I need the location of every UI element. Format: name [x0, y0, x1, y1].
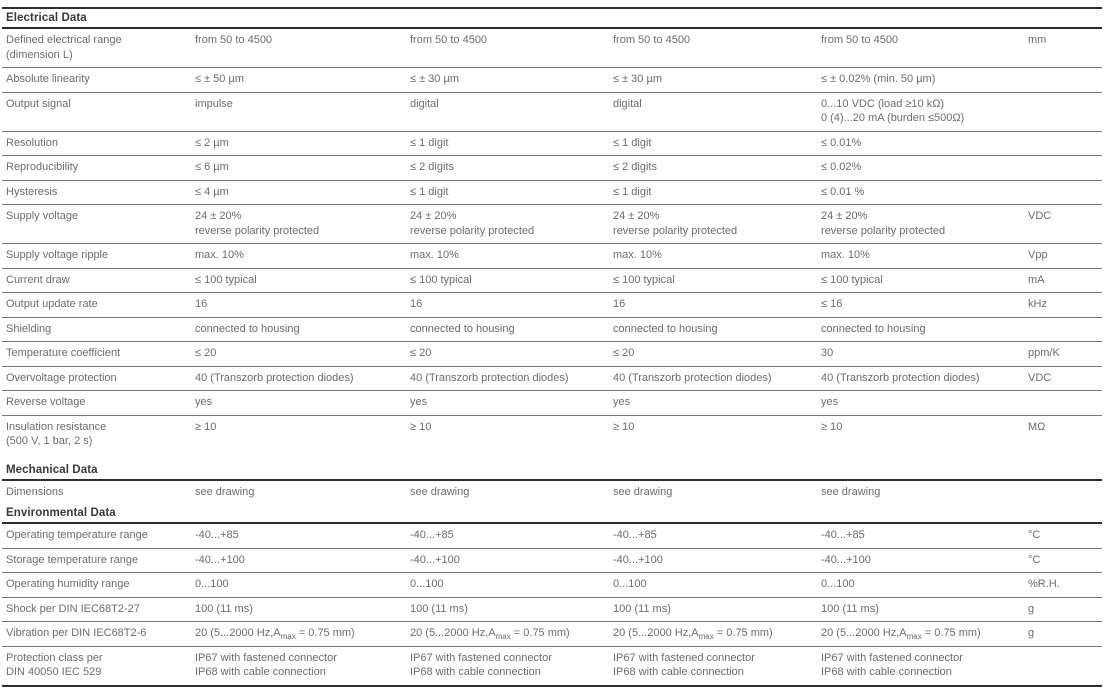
row-label: Reproducibility	[6, 161, 79, 173]
value-cell-col4: ≥ 10	[821, 420, 843, 433]
value-cell-col2: IP67 with fastened connector IP68 with cable connection	[410, 651, 552, 678]
value-cell-col1: 100 (11 ms)	[195, 602, 253, 615]
table-row	[2, 243, 1102, 268]
row-label: Overvoltage protection	[6, 371, 117, 384]
section-title: Electrical Data	[6, 12, 87, 24]
value-cell-col3: -40...+100	[613, 553, 663, 566]
value-cell-col4: -40...+100	[821, 553, 871, 566]
value-cell-col1: max. 10%	[195, 249, 244, 261]
value-cell-col1: IP67 with fastened connector IP68 with cable connection	[195, 651, 337, 678]
value-cell-col2: 100 (11 ms)	[410, 602, 468, 615]
value-cell-col2: see drawing	[410, 485, 470, 498]
value-cell-col2: ≤ 1 digit	[410, 185, 449, 198]
value-cell-col1: -40...+85	[195, 529, 239, 541]
value-cell-col1: yes	[195, 396, 213, 408]
value-cell-col3: 24 ± 20% reverse polarity protected	[613, 210, 738, 237]
table-row	[2, 131, 1102, 156]
value-cell-col3: -40...+85	[613, 529, 657, 541]
unit-cell: MΩ	[1028, 420, 1046, 433]
unit-cell	[1028, 481, 1102, 505]
value-cell-col2: ≤ 100 typical	[410, 273, 472, 286]
value-cell-col2: yes	[410, 396, 428, 408]
value-cell-col3: ≤ 2 digits	[613, 161, 657, 173]
section-title: Environmental Data	[6, 507, 116, 519]
section-header-row	[2, 461, 1102, 481]
value-cell-col2: 24 ± 20% reverse polarity protected	[410, 210, 535, 237]
table-row	[2, 390, 1102, 415]
value-cell-col2: digital	[410, 97, 439, 110]
value-cell-col3: 20 (5...2000 $Hz,A_{max} = 0.75$ mm)	[613, 627, 773, 642]
value-cell-col2: -40...+85	[410, 529, 454, 541]
value-cell-col4: yes	[821, 396, 839, 408]
value-cell-col2: ≤ 2 digits	[410, 161, 454, 173]
value-cell-col3: ≤ ± 30 µm	[613, 73, 662, 85]
row-label: Operating temperature range	[6, 529, 148, 541]
value-cell-col3: yes	[613, 396, 631, 408]
value-cell-col3: max. 10%	[613, 249, 662, 261]
spec-table	[2, 7, 1102, 687]
value-cell-col4: ≤ ± 0.02% (min. 50 µm)	[821, 73, 936, 85]
section-header-row	[2, 9, 1102, 29]
table-row	[2, 317, 1102, 342]
table-row	[2, 180, 1102, 205]
row-label: Insulation resistance (500 V, 1 bar, 2 s)	[6, 420, 107, 447]
value-cell-col4: ≤ 0.01%	[821, 136, 862, 149]
row-label: Supply voltage ripple	[6, 249, 109, 261]
unit-cell	[1028, 68, 1102, 92]
unit-cell: g	[1028, 627, 1035, 639]
value-cell-col1: connected to housing	[195, 322, 300, 335]
value-cell-col3: ≤ 20	[613, 347, 635, 359]
row-label: Defined electrical range (dimension L)	[6, 34, 122, 61]
row-label: Reverse voltage	[6, 396, 86, 408]
value-cell-col3: 16	[613, 298, 626, 310]
value-cell-col4: ≤ 0.01 %	[821, 185, 865, 198]
row-label: Hysteresis	[6, 185, 58, 198]
value-cell-col2: from 50 to 4500	[410, 34, 488, 46]
value-cell-col3: 40 (Transzorb protection diodes)	[613, 371, 772, 384]
unit-cell	[1028, 318, 1102, 342]
value-cell-col1: ≥ 10	[195, 420, 217, 433]
value-cell-col1: ≤ ± 50 µm	[195, 73, 244, 85]
row-label: Storage temperature range	[6, 553, 139, 566]
unit-cell	[1028, 132, 1102, 156]
unit-cell: °C	[1028, 529, 1041, 541]
row-label: Supply voltage	[6, 210, 79, 222]
table-row	[2, 548, 1102, 573]
table-row	[2, 292, 1102, 317]
row-label: Absolute linearity	[6, 73, 90, 85]
value-cell-col3: ≤ 100 typical	[613, 273, 675, 286]
value-cell-col3: ≤ 1 digit	[613, 136, 652, 149]
table-row	[2, 597, 1102, 622]
table-row	[2, 646, 1102, 685]
value-cell-col4: connected to housing	[821, 322, 926, 335]
value-cell-col4: see drawing	[821, 485, 881, 498]
value-cell-col2: max. 10%	[410, 249, 459, 261]
unit-cell	[1028, 156, 1102, 180]
unit-cell: °C	[1028, 553, 1041, 566]
value-cell-col3: from 50 to 4500	[613, 34, 691, 46]
table-row	[2, 415, 1102, 461]
table-row	[2, 67, 1102, 92]
row-label: Vibration per DIN IEC68T2-6	[6, 627, 147, 639]
table-row	[2, 366, 1102, 391]
value-cell-col1: ≤ 100 typical	[195, 273, 257, 286]
value-cell-col1: 0...100	[195, 578, 229, 590]
table-row	[2, 204, 1102, 243]
row-label: Output update rate	[6, 298, 98, 310]
value-cell-col1: 24 ± 20% reverse polarity protected	[195, 210, 320, 237]
table-row	[2, 92, 1102, 131]
row-label: Temperature coefficient	[6, 347, 121, 359]
value-cell-col1: ≤ 6 µm	[195, 161, 229, 173]
value-cell-col1: 40 (Transzorb protection diodes)	[195, 371, 354, 384]
value-cell-col4: 0...10 VDC (load ≥10 kΩ) 0 (4)...20 mA (burden ≤500Ω)	[821, 97, 965, 124]
value-cell-col4: from 50 to 4500	[821, 34, 899, 46]
unit-cell	[1028, 181, 1102, 205]
value-cell-col4: 24 ± 20% reverse polarity protected	[821, 210, 946, 237]
section-header-row	[2, 504, 1102, 524]
value-cell-col2: connected to housing	[410, 322, 515, 335]
row-label: Current draw	[6, 273, 70, 286]
unit-cell: ppm/K	[1028, 347, 1060, 359]
value-cell-col3: see drawing	[613, 485, 673, 498]
value-cell-col1: 20 (5...2000 $Hz,A_{max} = 0.75$ mm)	[195, 627, 355, 642]
row-label: Resolution	[6, 136, 58, 149]
value-cell-col1: ≤ 20	[195, 347, 217, 359]
value-cell-col3: ≥ 10	[613, 420, 635, 433]
table-row	[2, 341, 1102, 366]
unit-cell	[1028, 391, 1102, 415]
value-cell-col3: digital	[613, 97, 642, 110]
value-cell-col1: -40...+100	[195, 553, 245, 566]
table-row	[2, 572, 1102, 597]
subscript-text: max	[698, 632, 714, 642]
row-label: Protection class per DIN 40050 IEC 529	[6, 651, 103, 678]
unit-cell: VDC	[1028, 210, 1052, 222]
value-cell-col3: ≤ 1 digit	[613, 185, 652, 198]
value-cell-col3: connected to housing	[613, 322, 718, 335]
value-cell-col1: impulse	[195, 97, 233, 110]
row-label: Dimensions	[6, 485, 64, 498]
section-title: Mechanical Data	[6, 463, 98, 476]
table-row	[2, 524, 1102, 548]
value-cell-col4: ≤ 100 typical	[821, 273, 883, 286]
value-cell-col1: ≤ 2 µm	[195, 136, 229, 149]
unit-cell: kHz	[1028, 298, 1047, 310]
subscript-text: max	[495, 632, 511, 642]
value-cell-col4: -40...+85	[821, 529, 865, 541]
table-row	[2, 29, 1102, 67]
value-cell-col4: 100 (11 ms)	[821, 602, 879, 615]
value-cell-col1: 16	[195, 298, 208, 310]
unit-cell: VDC	[1028, 371, 1052, 384]
row-label: Shielding	[6, 322, 52, 335]
value-cell-col3: 100 (11 ms)	[613, 602, 671, 615]
value-cell-col2: 0...100	[410, 578, 444, 590]
unit-cell	[1028, 93, 1102, 131]
unit-cell: g	[1028, 602, 1035, 615]
value-cell-col3: 0...100	[613, 578, 647, 590]
table-row	[2, 481, 1102, 505]
row-label: Output signal	[6, 97, 71, 110]
value-cell-col1: see drawing	[195, 485, 255, 498]
value-cell-col4: IP67 with fastened connector IP68 with cable connection	[821, 651, 963, 678]
value-cell-col2: ≥ 10	[410, 420, 432, 433]
value-cell-col4: ≤ 16	[821, 298, 843, 310]
value-cell-col1: ≤ 4 µm	[195, 185, 229, 198]
value-cell-col2: 40 (Transzorb protection diodes)	[410, 371, 569, 384]
value-cell-col2: 20 (5...2000 $Hz,A_{max} = 0.75$ mm)	[410, 627, 570, 642]
unit-cell: mm	[1028, 34, 1047, 46]
value-cell-col2: ≤ ± 30 µm	[410, 73, 459, 85]
unit-cell: %R.H.	[1028, 578, 1060, 590]
value-cell-col2: -40...+100	[410, 553, 460, 566]
row-label: Shock per DIN IEC68T2-27	[6, 602, 140, 615]
value-cell-col4: ≤ 0.02%	[821, 161, 862, 173]
value-cell-col4: 0...100	[821, 578, 855, 590]
value-cell-col2: ≤ 20	[410, 347, 432, 359]
table-row	[2, 155, 1102, 180]
value-cell-col2: 16	[410, 298, 423, 310]
value-cell-col4: 40 (Transzorb protection diodes)	[821, 371, 980, 384]
value-cell-col4: max. 10%	[821, 249, 870, 261]
subscript-text: max	[906, 632, 922, 642]
unit-cell: Vpp	[1028, 249, 1048, 261]
subscript-text: max	[280, 632, 296, 642]
table-row	[2, 268, 1102, 293]
unit-cell: mA	[1028, 273, 1045, 286]
table-row	[2, 621, 1102, 646]
value-cell-col4: 30	[821, 347, 834, 359]
row-label: Operating humidity range	[6, 578, 130, 590]
value-cell-col4: 20 (5...2000 $Hz,A_{max} = 0.75$ mm)	[821, 627, 981, 642]
value-cell-col2: ≤ 1 digit	[410, 136, 449, 149]
unit-cell	[1028, 647, 1102, 685]
value-cell-col3: IP67 with fastened connector IP68 with cable connection	[613, 651, 755, 678]
value-cell-col1: from 50 to 4500	[195, 34, 273, 46]
